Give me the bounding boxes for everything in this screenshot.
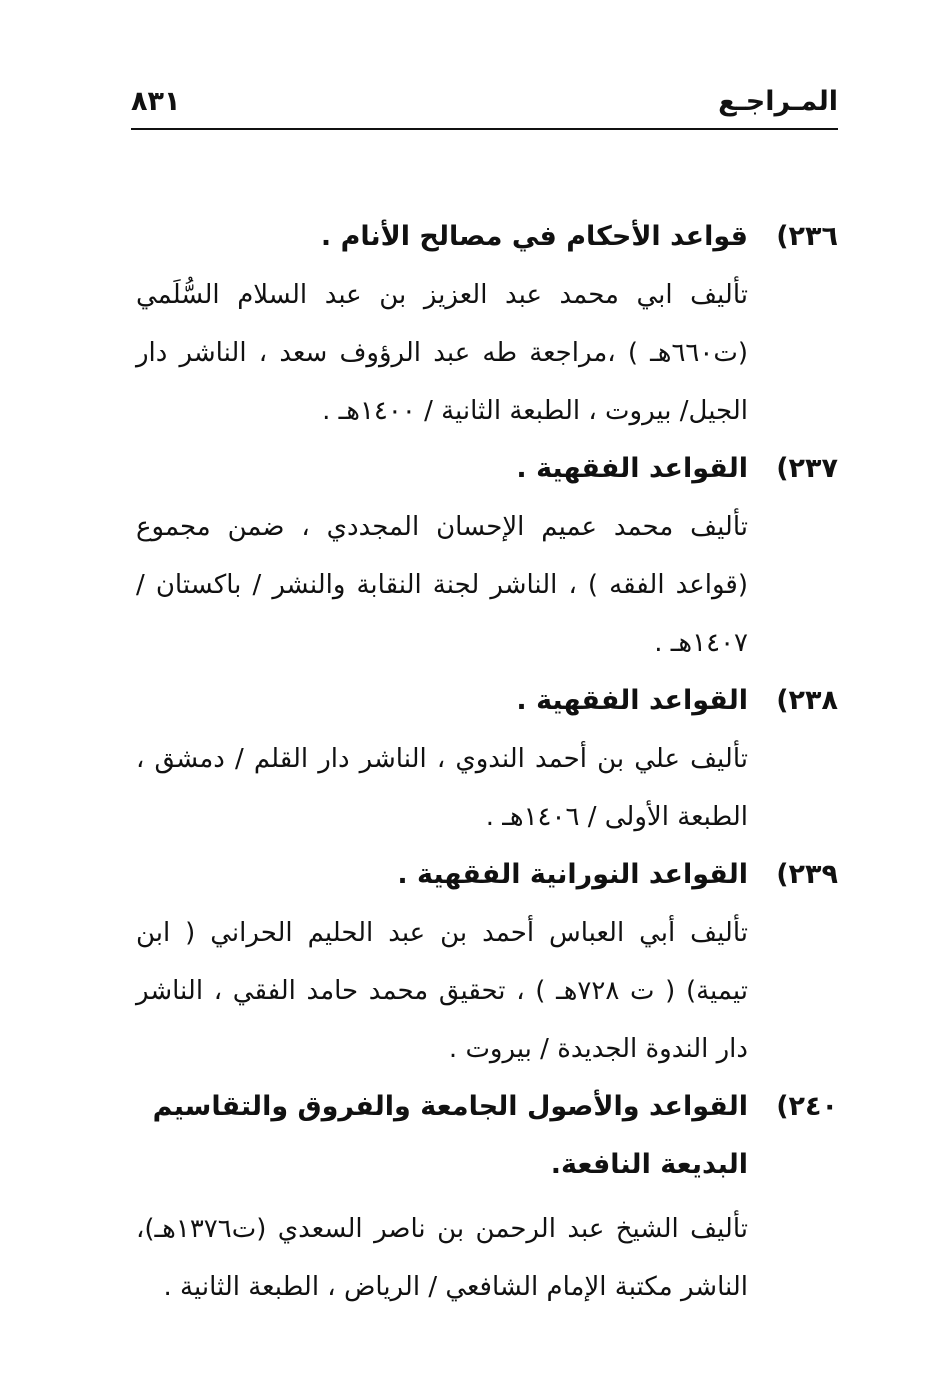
reference-title-line <box>136 846 838 904</box>
reference-title: قواعد الأحكام في مصالح الأنام . <box>320 221 748 252</box>
reference-number: ٢٣٦) <box>776 221 838 252</box>
reference-entry-240 <box>136 1078 838 1316</box>
reference-title-line <box>136 1078 838 1194</box>
running-header-title: المـراجـع <box>718 86 838 117</box>
reference-details: تأليف الشيخ عبد الرحمن بن ناصر السعدي (ت١٣٧٦هـ)، الناشر مكتبة الإمام الشافعي / الرياض ، الطبعة الثانية . <box>136 1214 748 1302</box>
reference-title: القواعد الفقهية . <box>516 685 748 716</box>
reference-details: تأليف ابي محمد عبد العزيز بن عبد السلام السُّلَمي (ت٦٦٠هـ ) ،مراجعة طه عبد الرؤوف سعد ، الناشر دار الجيل/ بيروت ، الطبعة الثانية / ١٤٠٠هـ . <box>136 280 748 426</box>
reference-title: القواعد النورانية الفقهية . <box>397 859 748 890</box>
reference-title: القواعد الفقهية . <box>516 453 748 484</box>
reference-entry-239 <box>136 846 838 1078</box>
reference-details: تأليف علي بن أحمد الندوي ، الناشر دار القلم / دمشق ، الطبعة الأولى / ١٤٠٦هـ . <box>136 744 748 832</box>
reference-details: تأليف محمد عميم الإحسان المجددي ، ضمن مجموع (قواعد الفقه ) ، الناشر لجنة النقابة والنشر / باكستان / ١٤٠٧هـ . <box>136 512 748 658</box>
reference-title-line <box>136 672 838 730</box>
reference-title-line <box>136 208 838 266</box>
reference-title: القواعد والأصول الجامعة والفروق والتقاسيم البديعة النافعة. <box>152 1091 748 1180</box>
references-list <box>136 208 838 1316</box>
reference-number: ٢٣٨) <box>776 685 838 716</box>
reference-entry-238 <box>136 672 838 846</box>
reference-entry-237 <box>136 440 838 672</box>
reference-title-line <box>136 440 838 498</box>
header-divider <box>131 128 838 130</box>
page-header <box>131 84 838 132</box>
reference-entry-236 <box>136 208 838 440</box>
reference-number: ٢٤٠) <box>776 1091 838 1122</box>
reference-number: ٢٣٧) <box>776 453 838 484</box>
page-number: ٨٣١ <box>131 86 181 117</box>
reference-number: ٢٣٩) <box>776 859 838 890</box>
reference-details: تأليف أبي العباس أحمد بن عبد الحليم الحراني ( ابن تيمية) ( ت ٧٢٨هـ ) ، تحقيق محمد حامد الفقي ، الناشر دار الندوة الجديدة / بيروت . <box>136 918 748 1064</box>
